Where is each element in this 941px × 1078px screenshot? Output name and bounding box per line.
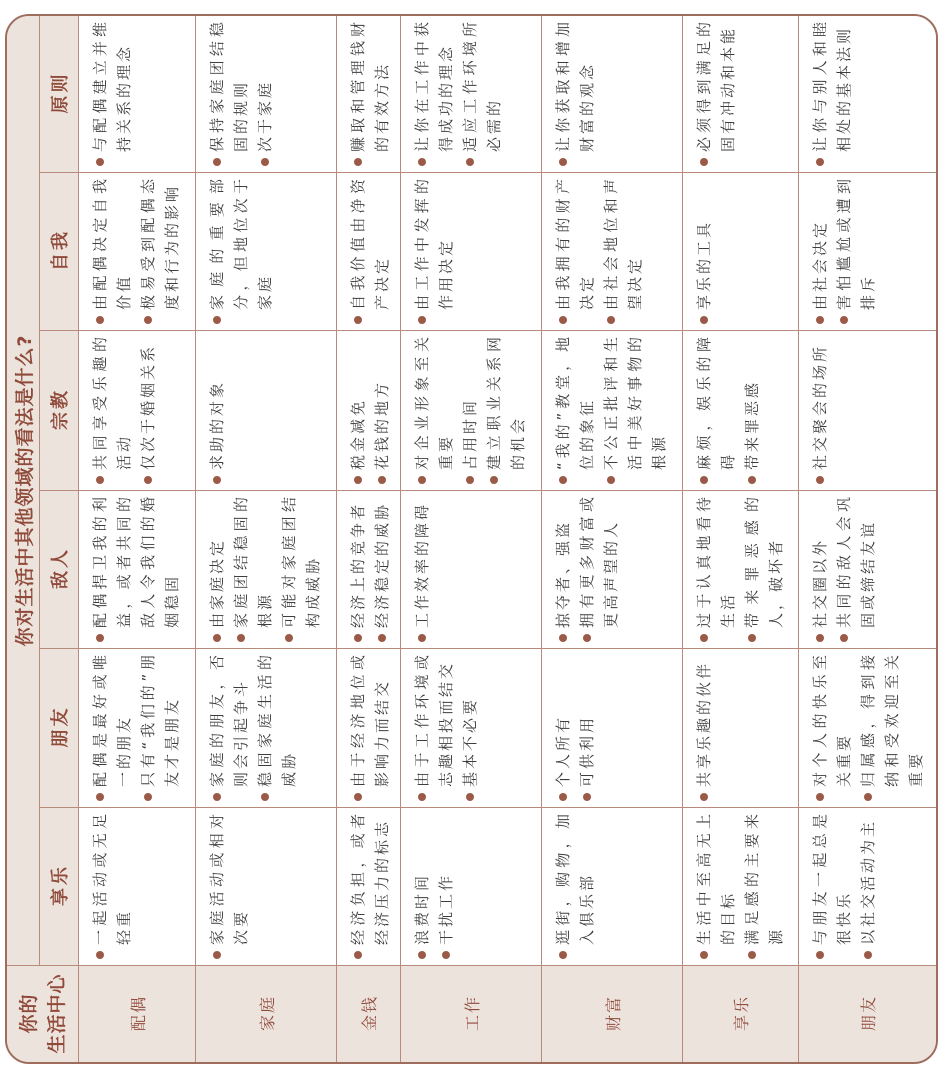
list-item xyxy=(410,494,434,642)
bullet-icon xyxy=(466,476,474,484)
item-text: 对企业形象至关重要 xyxy=(413,334,455,470)
item-text: “我的”教堂，地位的象征 xyxy=(554,334,596,470)
list-item xyxy=(205,652,253,801)
cell-possessions-church xyxy=(542,330,683,490)
item-text: 税金减免 xyxy=(349,397,367,470)
bullet-icon xyxy=(285,634,293,642)
item-text: 让你与别人和睦相处的基本法则 xyxy=(811,19,853,152)
bullet-icon xyxy=(700,316,708,324)
bullet-icon xyxy=(96,793,104,801)
list-item xyxy=(599,176,647,324)
bullet-icon xyxy=(96,951,104,959)
item-text: 干扰工作 xyxy=(437,872,455,945)
list-item xyxy=(692,19,740,166)
list-item xyxy=(136,176,184,324)
item-text: 与朋友一起总是很快乐 xyxy=(811,811,853,945)
bullet-icon xyxy=(442,951,450,959)
list-item xyxy=(551,19,599,166)
item-text: 由于经济地位或影响力而结交 xyxy=(349,652,391,787)
bullet-icon xyxy=(144,476,152,484)
bullet-icon xyxy=(700,476,708,484)
item-text: 家庭团结稳固的根源 xyxy=(232,494,274,628)
list-item xyxy=(808,652,856,801)
item-text: 经济负担，或者经济压力的标志 xyxy=(349,811,391,945)
item-text: 赚取和管理钱财的有效方法 xyxy=(349,19,391,152)
bullet-icon xyxy=(96,316,104,324)
cell-pleasure-pleasure xyxy=(683,807,799,965)
list-item xyxy=(551,334,599,484)
list-item xyxy=(740,811,788,959)
bullet-icon xyxy=(354,951,362,959)
list-item xyxy=(370,334,394,484)
list-item xyxy=(808,334,832,484)
list-item xyxy=(88,19,136,166)
list-item xyxy=(551,494,575,642)
bullet-icon xyxy=(418,316,426,324)
list-item xyxy=(277,494,325,642)
cell-work-pleasure xyxy=(401,807,542,965)
item-text: 让你获取和增加财富的观念 xyxy=(554,19,596,152)
item-text: 归属感，得到接纳和受欢迎至关重要 xyxy=(859,652,925,787)
item-text: 可供利用 xyxy=(578,714,596,787)
bullet-icon xyxy=(864,793,872,801)
list-item xyxy=(88,811,136,959)
cell-possessions-self xyxy=(542,172,683,330)
list-item xyxy=(856,811,880,959)
list-item xyxy=(458,19,506,166)
list-item xyxy=(482,334,530,484)
bullet-icon xyxy=(466,793,474,801)
item-text: 家庭活动或相对次要 xyxy=(208,811,250,945)
bullet-icon xyxy=(144,316,152,324)
item-text: 享乐的工具 xyxy=(695,219,713,310)
item-text: 生活中至高无上的目标 xyxy=(695,811,737,945)
item-text: 占用时间 xyxy=(461,397,479,470)
bullet-icon xyxy=(418,476,426,484)
list-item xyxy=(434,811,458,959)
bullet-icon xyxy=(700,158,708,166)
cell-money-principles xyxy=(337,15,401,172)
list-item xyxy=(832,176,880,324)
item-text: 带来罪恶感的人，破坏者 xyxy=(743,494,785,628)
cell-money-enemies xyxy=(337,490,401,648)
cell-family-friends xyxy=(196,648,337,807)
cell-possessions-principles xyxy=(542,15,683,172)
list-item xyxy=(856,652,928,801)
bullet-icon xyxy=(700,951,708,959)
cell-pleasure-self xyxy=(683,172,799,330)
corner-header-line2: 生活中心 xyxy=(45,973,68,1054)
bullet-icon xyxy=(583,634,591,642)
list-item xyxy=(88,494,184,642)
column-header-enemies: 敌人 xyxy=(40,490,79,648)
item-text: 基本不必要 xyxy=(461,696,479,787)
bullet-icon xyxy=(378,634,386,642)
table-grid xyxy=(7,15,937,1062)
item-text: 只有“我们的”朋友才是朋友 xyxy=(139,652,181,787)
bullet-icon xyxy=(816,316,824,324)
cell-friends-church xyxy=(799,330,937,490)
list-item xyxy=(346,494,370,642)
cell-money-pleasure xyxy=(337,807,401,965)
cell-work-friends xyxy=(401,648,542,807)
list-item xyxy=(346,334,370,484)
bullet-icon xyxy=(700,634,708,642)
item-text: 求助的对象 xyxy=(208,379,226,470)
column-header-pleasure: 享乐 xyxy=(40,807,79,965)
list-item xyxy=(410,176,458,324)
list-item xyxy=(136,334,160,484)
bullet-icon xyxy=(816,634,824,642)
bullet-icon xyxy=(748,476,756,484)
item-text: 逛街，购物，加入俱乐部 xyxy=(554,811,596,945)
list-item xyxy=(832,494,880,642)
item-text: 适应工作环境所必需的 xyxy=(461,19,503,152)
table-title: 你对生活中其他领域的看法是什么? xyxy=(7,15,40,965)
bullet-icon xyxy=(816,793,824,801)
list-item xyxy=(410,811,434,959)
bullet-icon xyxy=(261,793,269,801)
row-label-family: 家庭 xyxy=(196,965,337,1062)
item-text: 可能对家庭团结构成威胁 xyxy=(280,494,322,628)
item-text: 一起活动或无足轻重 xyxy=(91,811,133,945)
bullet-icon xyxy=(418,793,426,801)
item-text: 让你在工作中获得成功的理念 xyxy=(413,19,455,152)
item-text: 由于工作环境或志趣相投而结交 xyxy=(413,652,455,787)
cell-spouse-friends xyxy=(79,648,196,807)
item-text: 个人所有 xyxy=(554,714,572,787)
bullet-icon xyxy=(466,158,474,166)
bullet-icon xyxy=(418,634,426,642)
list-item xyxy=(205,19,253,166)
bullet-icon xyxy=(748,634,756,642)
item-text: 稳固家庭生活的威胁 xyxy=(256,652,298,787)
list-item xyxy=(692,652,716,801)
bullet-icon xyxy=(607,316,615,324)
column-header-principles: 原则 xyxy=(40,15,79,172)
bullet-icon xyxy=(607,476,615,484)
cell-friends-pleasure xyxy=(799,807,937,965)
list-item xyxy=(740,494,788,642)
bullet-icon xyxy=(213,158,221,166)
cell-spouse-pleasure xyxy=(79,807,196,965)
item-text: 家庭的朋友，否则会引起争斗 xyxy=(208,652,250,787)
list-item xyxy=(136,652,184,801)
bullet-icon xyxy=(354,634,362,642)
item-text: 对个人的快乐至关重要 xyxy=(811,652,853,787)
list-item xyxy=(88,334,136,484)
cell-spouse-enemies xyxy=(79,490,196,648)
cell-pleasure-principles xyxy=(683,15,799,172)
list-item xyxy=(692,176,716,324)
cell-family-principles xyxy=(196,15,337,172)
bullet-icon xyxy=(96,476,104,484)
bullet-icon xyxy=(261,158,269,166)
list-item xyxy=(599,334,671,484)
item-text: 必须得到满足的固有冲动和本能 xyxy=(695,19,737,152)
list-item xyxy=(88,176,136,324)
row-label-money: 金钱 xyxy=(337,965,401,1062)
cell-spouse-principles xyxy=(79,15,196,172)
item-text: 配偶是最好或唯一的朋友 xyxy=(91,652,133,787)
list-item xyxy=(410,334,458,484)
bullet-icon xyxy=(559,951,567,959)
item-text: 自我价值由净资产决定 xyxy=(349,176,391,310)
bullet-icon xyxy=(418,951,426,959)
cell-work-enemies xyxy=(401,490,542,648)
item-text: 麻烦，娱乐的障碍 xyxy=(695,334,737,470)
cell-money-friends xyxy=(337,648,401,807)
item-text: 以社交活动为主 xyxy=(859,818,877,945)
list-item xyxy=(346,652,394,801)
item-text: 共享乐趣的伙伴 xyxy=(695,660,713,787)
bullet-icon xyxy=(816,158,824,166)
item-text: 带来罪恶感 xyxy=(743,379,761,470)
item-text: 浪费时间 xyxy=(413,872,431,945)
item-text: 经济上的竞争者 xyxy=(349,501,367,628)
cell-work-principles xyxy=(401,15,542,172)
bullet-icon xyxy=(864,951,872,959)
list-item xyxy=(410,652,458,801)
bullet-icon xyxy=(583,793,591,801)
item-text: 保持家庭团结稳固的规则 xyxy=(208,19,250,152)
bullet-icon xyxy=(213,476,221,484)
item-text: 建立职业关系网的机会 xyxy=(485,334,527,470)
cell-work-self xyxy=(401,172,542,330)
list-item xyxy=(692,811,740,959)
list-item xyxy=(205,494,229,642)
column-header-self: 自我 xyxy=(40,172,79,330)
item-text: 拥有更多财富或更高声望的人 xyxy=(578,494,620,628)
list-item xyxy=(346,176,394,324)
item-text: 共同的敌人会巩固或缔结友谊 xyxy=(835,494,877,628)
bullet-icon xyxy=(213,793,221,801)
cell-spouse-church xyxy=(79,330,196,490)
row-label-friends: 朋友 xyxy=(799,965,937,1062)
list-item xyxy=(551,811,599,959)
row-label-work: 工作 xyxy=(401,965,542,1062)
bullet-icon xyxy=(816,951,824,959)
bullet-icon xyxy=(840,316,848,324)
bullet-icon xyxy=(213,316,221,324)
list-item xyxy=(692,494,740,642)
bullet-icon xyxy=(559,316,567,324)
item-text: 配偶捍卫我的利益，或者共同的敌人令我们的婚姻稳固 xyxy=(91,494,181,628)
item-text: 花钱的地方 xyxy=(373,379,391,470)
list-item xyxy=(346,811,394,959)
item-text: 害怕尴尬或遭到排斥 xyxy=(835,176,877,310)
cell-possessions-pleasure xyxy=(542,807,683,965)
bullet-icon xyxy=(144,793,152,801)
row-label-possessions: 财富 xyxy=(542,965,683,1062)
list-item xyxy=(808,494,832,642)
item-text: 仅次于婚姻关系 xyxy=(139,343,157,470)
list-item xyxy=(410,19,458,166)
cell-spouse-self xyxy=(79,172,196,330)
bullet-icon xyxy=(354,476,362,484)
item-text: 由社会地位和声望决定 xyxy=(602,176,644,310)
list-item xyxy=(253,19,277,166)
item-text: 共同享受乐趣的活动 xyxy=(91,334,133,470)
row-label-spouse: 配偶 xyxy=(79,965,196,1062)
bullet-icon xyxy=(237,634,245,642)
cell-friends-enemies xyxy=(799,490,937,648)
life-center-table xyxy=(5,14,938,1064)
bullet-icon xyxy=(213,634,221,642)
bullet-icon xyxy=(840,634,848,642)
list-item xyxy=(229,494,277,642)
cell-family-pleasure xyxy=(196,807,337,965)
list-item xyxy=(808,811,856,959)
item-text: 家庭的重要部分，但地位次于家庭 xyxy=(208,176,274,310)
list-item xyxy=(458,652,482,801)
list-item xyxy=(808,176,832,324)
bullet-icon xyxy=(559,634,567,642)
list-item xyxy=(458,334,482,484)
item-text: 掠夺者、强盗 xyxy=(554,519,572,628)
item-text: 社交聚会的场所 xyxy=(811,343,829,470)
list-item xyxy=(205,334,229,484)
item-text: 由社会决定 xyxy=(811,219,829,310)
list-item xyxy=(253,652,301,801)
item-text: 过于认真地看待生活 xyxy=(695,494,737,628)
list-item xyxy=(205,176,277,324)
item-text: 极易受到配偶态度和行为的影响 xyxy=(139,176,181,310)
item-text: 经济稳定的威胁 xyxy=(373,501,391,628)
bullet-icon xyxy=(816,476,824,484)
cell-possessions-friends xyxy=(542,648,683,807)
list-item xyxy=(740,334,764,484)
cell-pleasure-friends xyxy=(683,648,799,807)
cell-money-church xyxy=(337,330,401,490)
cell-friends-self xyxy=(799,172,937,330)
list-item xyxy=(575,652,599,801)
item-text: 次于家庭 xyxy=(256,79,274,152)
item-text: 与配偶建立并维持关系的理念 xyxy=(91,19,133,152)
cell-possessions-enemies xyxy=(542,490,683,648)
item-text: 工作效率的障碍 xyxy=(413,501,431,628)
bullet-icon xyxy=(213,951,221,959)
bullet-icon xyxy=(559,476,567,484)
corner-header-line1: 你的 xyxy=(17,993,40,1034)
bullet-icon xyxy=(559,158,567,166)
bullet-icon xyxy=(490,476,498,484)
bullet-icon xyxy=(354,793,362,801)
cell-pleasure-church xyxy=(683,330,799,490)
list-item xyxy=(88,652,136,801)
item-text: 由配偶决定自我价值 xyxy=(91,176,133,310)
bullet-icon xyxy=(418,158,426,166)
corner-header-life-center xyxy=(7,965,79,1062)
item-text: 不公正批评和生活中美好事物的根源 xyxy=(602,334,668,470)
cell-work-church xyxy=(401,330,542,490)
column-header-friends: 朋友 xyxy=(40,648,79,807)
item-text: 由工作中发挥的作用决定 xyxy=(413,176,455,310)
cell-money-self xyxy=(337,172,401,330)
item-text: 满足感的主要来源 xyxy=(743,811,785,945)
bullet-icon xyxy=(748,951,756,959)
list-item xyxy=(346,19,394,166)
item-text: 由家庭决定 xyxy=(208,537,226,628)
bullet-icon xyxy=(378,476,386,484)
list-item xyxy=(370,494,394,642)
list-item xyxy=(575,494,623,642)
list-item xyxy=(551,652,575,801)
cell-friends-principles xyxy=(799,15,937,172)
bullet-icon xyxy=(354,316,362,324)
cell-family-church xyxy=(196,330,337,490)
bullet-icon xyxy=(96,634,104,642)
list-item xyxy=(205,811,253,959)
bullet-icon xyxy=(559,793,567,801)
cell-family-enemies xyxy=(196,490,337,648)
item-text: 社交圈以外 xyxy=(811,537,829,628)
bullet-icon xyxy=(96,158,104,166)
item-text: 由我拥有的财产决定 xyxy=(554,176,596,310)
cell-friends-friends xyxy=(799,648,937,807)
list-item xyxy=(551,176,599,324)
row-label-pleasure: 享乐 xyxy=(683,965,799,1062)
list-item xyxy=(808,19,856,166)
bullet-icon xyxy=(354,158,362,166)
column-header-church: 宗教 xyxy=(40,330,79,490)
list-item xyxy=(692,334,740,484)
cell-family-self xyxy=(196,172,337,330)
bullet-icon xyxy=(700,793,708,801)
cell-pleasure-enemies xyxy=(683,490,799,648)
